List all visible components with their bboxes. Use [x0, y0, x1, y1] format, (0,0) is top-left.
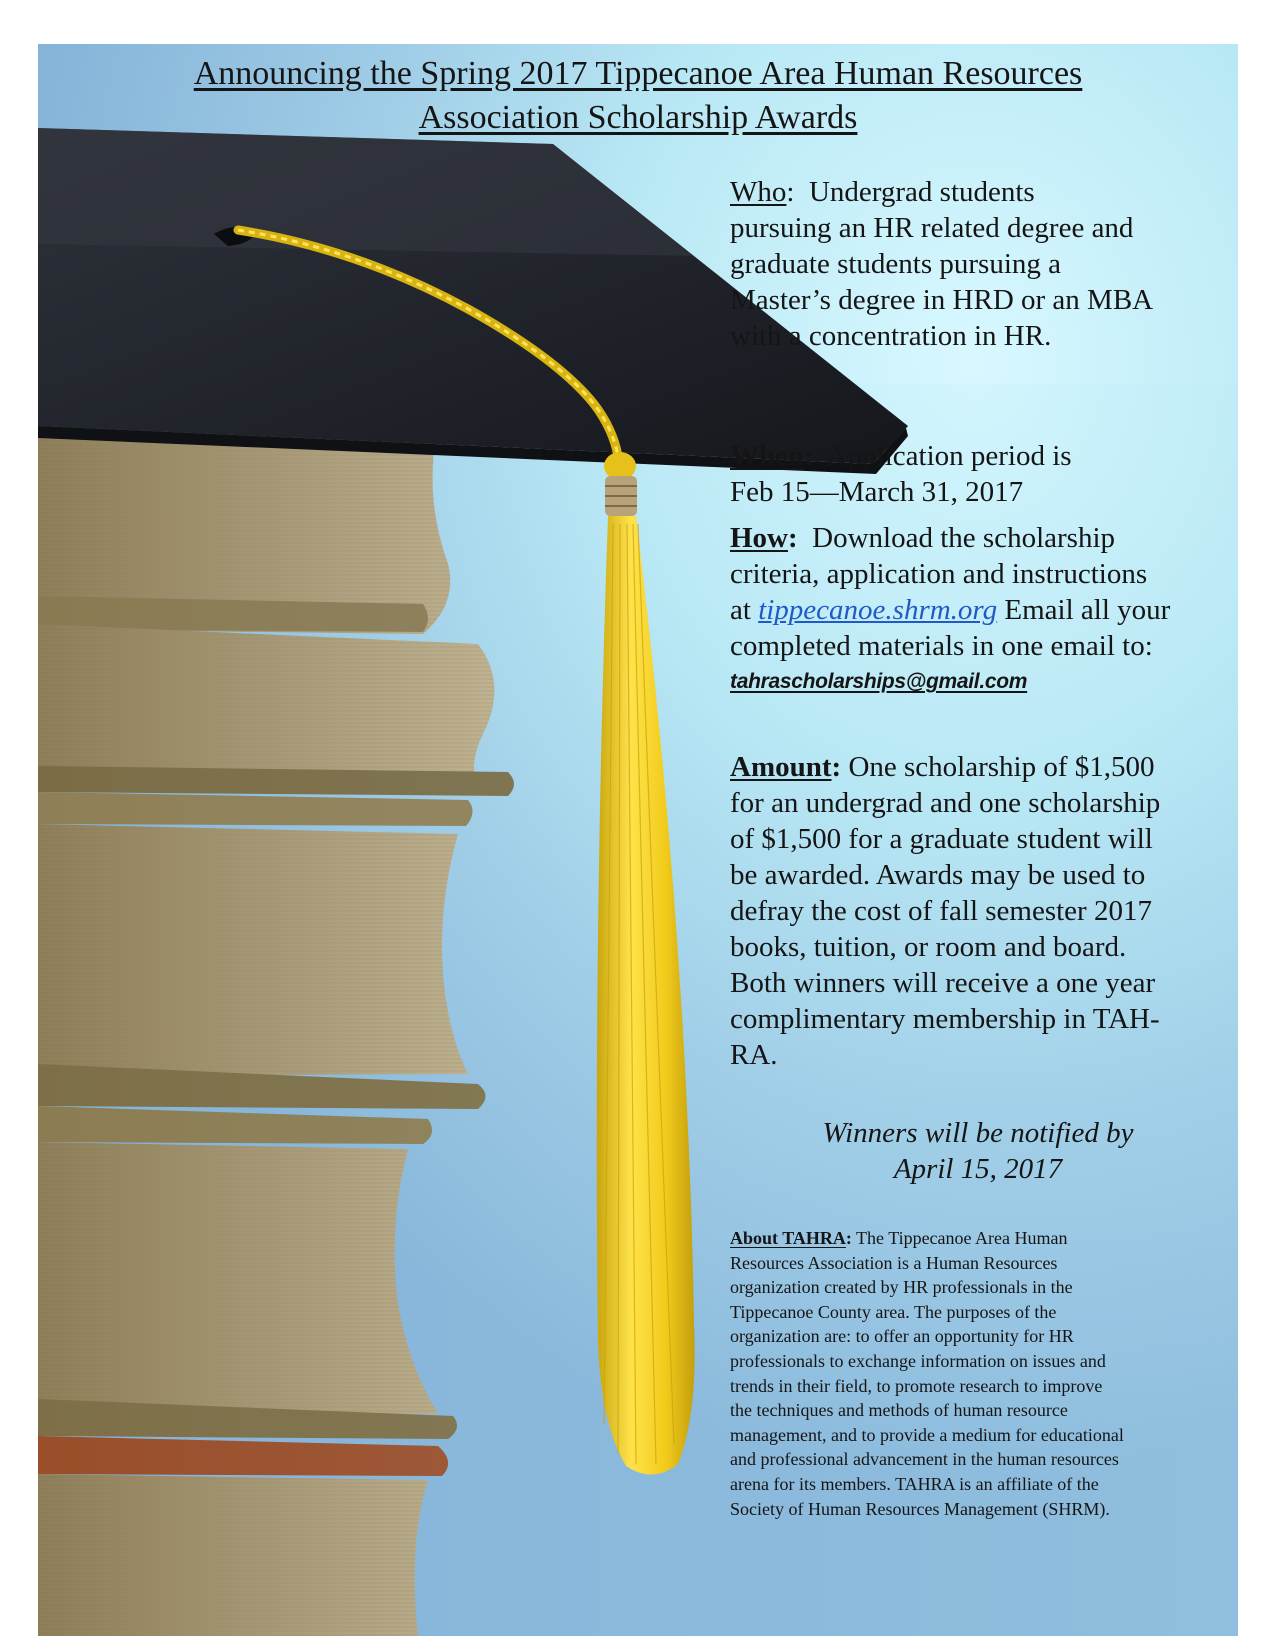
how-line: Email all your [997, 594, 1171, 626]
scholarship-flyer [38, 44, 1238, 1636]
how-line: at [730, 594, 759, 626]
amount-line: One scholarship of $1,500 [848, 751, 1155, 783]
who-section: Who: Undergrad students pursuing an HR related degree and graduate students pursuing a Master’s degree in HRD or an MBA with a concentration in HR. [730, 176, 1154, 352]
about-section: About TAHRA: The Tippecanoe Area Human Resources Association is a Human Resources organization created by HR professionals in the Tippecanoe County area. The purposes of the organization are: to offer an opportunity for HR professionals to exchange information on issues and trends in their field, to promote research to improve the techniques and methods of human resource management, and to provide a medium for educational and professional advancement in the human resources arena for its members. TAHRA is an affiliate of the Society of Human Resources Management (SHRM). [730, 1226, 1215, 1521]
title-line-1: Announcing the Spring 2017 Tippecanoe Area Human Resources [193, 55, 1083, 92]
about-label: About TAHRA [730, 1228, 846, 1248]
winners-notice [748, 1115, 1208, 1187]
about-line: management, and to provide a medium for educational [730, 1424, 1124, 1445]
how-line: Download the scholarship [812, 522, 1116, 554]
about-line: organization created by HR professionals in the [730, 1277, 1073, 1298]
amount-line: be awarded. Awards may be used to [730, 859, 1146, 891]
amount-line: RA. [730, 1039, 778, 1071]
how-section: How: Download the scholarship criteria, application and instructions at tippecanoe.shrm.org Email all your completed materials in one email to: tahrascholarships@gmail.com [730, 520, 1170, 700]
about-line: Resources Association is a Human Resources [730, 1252, 1058, 1273]
amount-line: books, tuition, or room and board. [730, 931, 1127, 963]
who-line: Undergrad students [808, 176, 1035, 208]
who-line: Master’s degree in HRD or an MBA [730, 284, 1154, 316]
about-line: arena for its members. TAHRA is an affiliate of the [730, 1473, 1099, 1494]
winners-line-1: Winners will be notified by [822, 1117, 1134, 1149]
about-line: and professional advancement in the human resources [730, 1449, 1119, 1470]
winners-line-2: April 15, 2017 [893, 1153, 1063, 1185]
who-line: graduate students pursuing a [730, 248, 1062, 280]
amount-section: Amount: One scholarship of $1,500 for an undergrad and one scholarship of $1,500 for a graduate student will be awarded. Awards may be used to defray the cost of fall semester 2017 books, tuition, or room and board. Both winners will receive a one year complimentary membership in TAH- RA. [730, 751, 1161, 1071]
about-line: trends in their field, to promote research to improve [730, 1375, 1103, 1396]
amount-line: Both winners will receive a one year [730, 967, 1156, 999]
how-line: completed materials in one email to: [730, 630, 1153, 662]
about-line: organization are: to offer an opportunity for HR [730, 1326, 1074, 1347]
when-label: When [730, 440, 805, 472]
flyer-title [38, 52, 1238, 140]
website-link[interactable]: tippecanoe.shrm.org [758, 594, 998, 626]
amount-line: of $1,500 for a graduate student will [730, 823, 1153, 855]
how-line: criteria, application and instructions [730, 558, 1148, 590]
when-line: Application period is [826, 440, 1072, 472]
about-line: Tippecanoe County area. The purposes of the [730, 1301, 1057, 1322]
about-line: Society of Human Resources Management (SHRM). [730, 1498, 1110, 1519]
amount-line: for an undergrad and one scholarship [730, 787, 1161, 819]
amount-line: defray the cost of fall semester 2017 [730, 895, 1152, 927]
email-link[interactable]: tahrascholarships@gmail.com [730, 670, 1028, 693]
amount-line: complimentary membership in TAH- [730, 1003, 1160, 1035]
when-line: Feb 15—March 31, 2017 [730, 476, 1024, 508]
about-line: professionals to exchange information on issues and [730, 1350, 1106, 1371]
when-section: When: Application period is Feb 15—March 31, 2017 [730, 440, 1072, 508]
about-line: the techniques and methods of human resource [730, 1400, 1068, 1421]
who-line: with a concentration in HR. [730, 320, 1052, 352]
title-line-2: Association Scholarship Awards [418, 99, 858, 136]
who-label: Who [730, 176, 787, 208]
amount-label: Amount [730, 751, 832, 783]
about-line: The Tippecanoe Area Human [856, 1228, 1068, 1248]
how-label: How [730, 522, 788, 554]
who-line: pursuing an HR related degree and [730, 212, 1134, 244]
